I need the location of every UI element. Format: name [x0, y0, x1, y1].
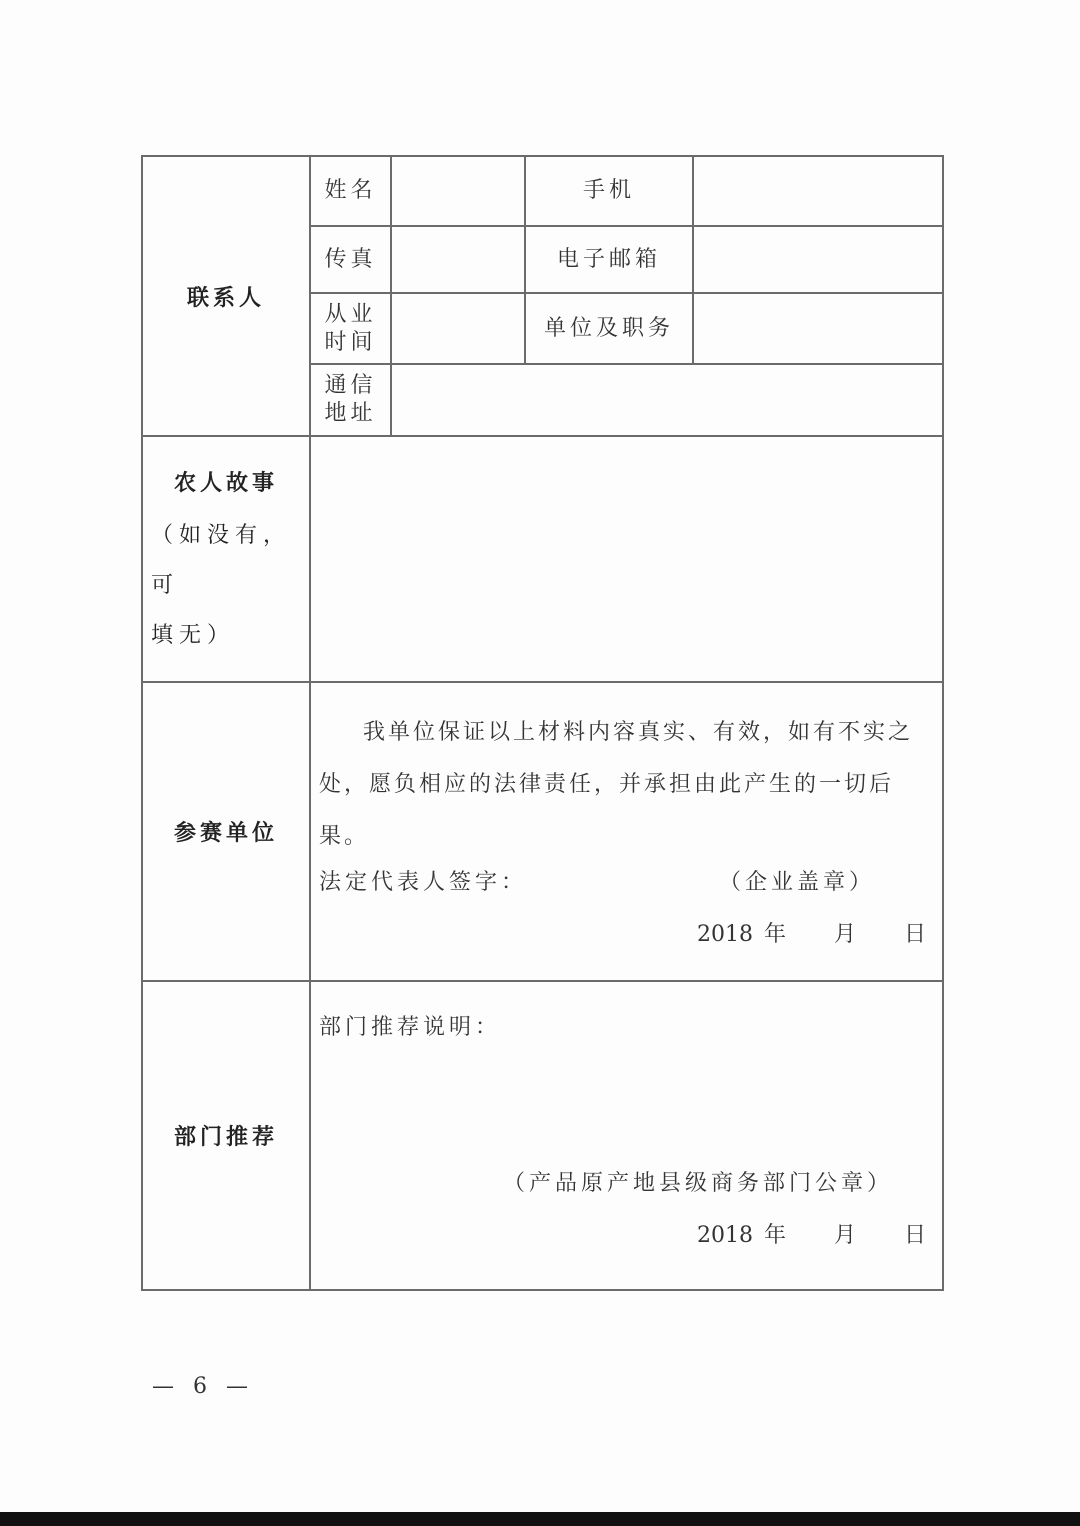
- fax-label: [310, 226, 391, 293]
- participant-declaration-cell: [310, 682, 943, 981]
- department-date-day-unit: 日: [904, 1223, 931, 1248]
- page-number: — 6 —: [152, 1374, 254, 1399]
- farmer-story-field[interactable]: [310, 436, 943, 682]
- mobile-label: [525, 156, 693, 226]
- farmer-story-label: [142, 436, 310, 682]
- address-field[interactable]: [391, 364, 943, 436]
- email-label-text: 电子邮箱: [556, 246, 661, 272]
- name-label: [310, 156, 391, 226]
- farmer-story-row: [142, 436, 943, 682]
- contact-section-text: 联系人: [186, 285, 265, 311]
- bottom-edge-bar: [0, 1512, 1080, 1526]
- fax-field[interactable]: [391, 226, 525, 293]
- name-label-text: 姓名: [324, 178, 377, 203]
- farmer-story-hint: [143, 511, 309, 661]
- mobile-field[interactable]: [693, 156, 943, 226]
- participant-date: [697, 917, 930, 948]
- department-cell: [310, 981, 943, 1290]
- company-seal-label: （企业盖章）: [719, 870, 876, 895]
- department-seal-label: （产品原产地县级商务部门公章）: [503, 1171, 894, 1196]
- unit-position-field[interactable]: [693, 293, 943, 364]
- farmer-story-hint-line2: 填无）: [151, 622, 236, 648]
- department-label-text: 部门推荐: [173, 1125, 278, 1150]
- department-row: [142, 981, 943, 1290]
- address-label-line2: 地址: [324, 401, 377, 426]
- address-label: [310, 364, 391, 436]
- participant-row: [142, 682, 943, 981]
- experience-label: [310, 293, 391, 364]
- participant-date-year-unit: 年: [764, 922, 791, 947]
- experience-field[interactable]: [391, 293, 525, 364]
- email-field[interactable]: [693, 226, 943, 293]
- experience-label-line1: 从业: [324, 301, 377, 327]
- department-date: [697, 1218, 930, 1249]
- department-date-year: 2018: [697, 1223, 753, 1248]
- name-field[interactable]: [391, 156, 525, 226]
- participant-date-month-unit: 月: [834, 922, 861, 947]
- unit-position-label: [525, 293, 693, 364]
- signature-label: 法定代表人签字：: [319, 870, 528, 895]
- department-label: [142, 981, 310, 1290]
- contact-row-name: [142, 156, 943, 226]
- unit-position-label-text: 单位及职务: [543, 315, 674, 341]
- application-form-table: [141, 155, 944, 1291]
- address-label-line1: 通信: [324, 373, 377, 398]
- farmer-story-hint-line1: （如没有，可: [151, 522, 292, 598]
- participant-date-year: 2018: [697, 922, 753, 947]
- participant-date-day-unit: 日: [904, 922, 931, 947]
- experience-label-line2: 时间: [324, 329, 377, 355]
- fax-label-text: 传真: [324, 246, 377, 272]
- declaration-text: 我单位保证以上材料内容真实、有效，如有不实之处，愿负相应的法律责任，并承担由此产生的一切后果。: [319, 720, 914, 849]
- department-date-year-unit: 年: [764, 1223, 791, 1248]
- contact-section-label: [142, 156, 310, 436]
- farmer-story-title: 农人故事: [173, 470, 278, 496]
- participant-label: [142, 682, 310, 981]
- participant-label-text: 参赛单位: [173, 821, 278, 846]
- email-label: [525, 226, 693, 293]
- department-date-month-unit: 月: [834, 1223, 861, 1248]
- mobile-label-text: 手机: [582, 178, 635, 203]
- department-note-label: 部门推荐说明：: [319, 1015, 502, 1040]
